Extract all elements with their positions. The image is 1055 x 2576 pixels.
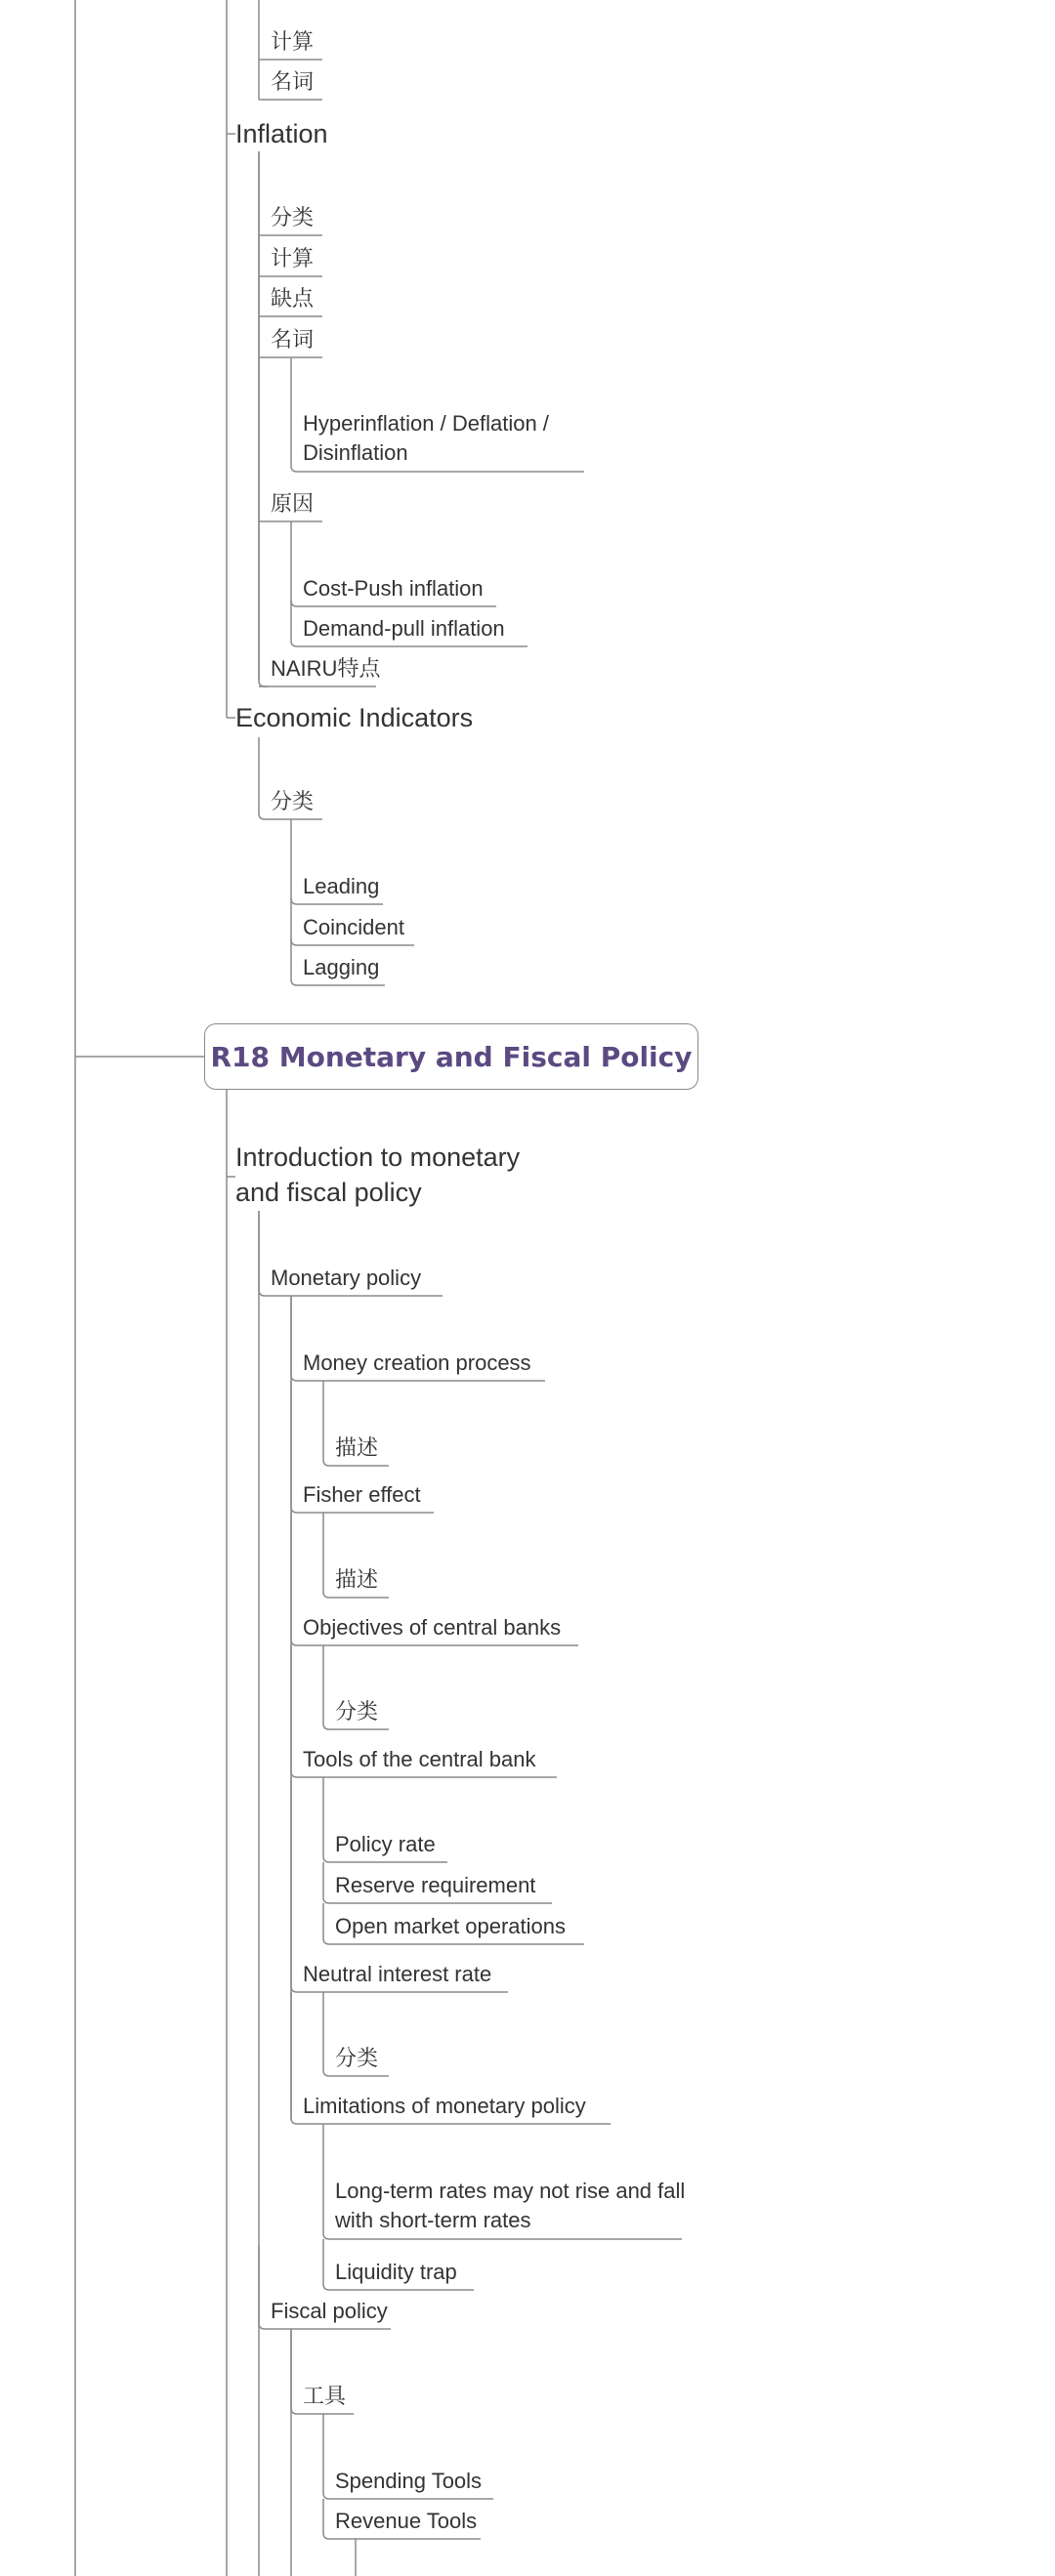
node-intro: Introduction to monetary and fiscal policy xyxy=(235,1143,521,1208)
node-fisher: Fisher effect xyxy=(303,1482,421,1507)
node-spending-tools: Spending Tools xyxy=(335,2469,483,2493)
node-yuanyin: 原因 xyxy=(271,491,315,516)
node-tools-cb: Tools of the central bank xyxy=(303,1747,536,1771)
node-jisuan-top: 计算 xyxy=(271,29,315,54)
node-quedian: 缺点 xyxy=(271,286,315,311)
node-nairu: NAIRU特点 xyxy=(271,656,381,681)
node-fenlei-inflation: 分类 xyxy=(271,205,315,229)
node-long-term: Long-term rates may not rise and fall with short-term rates xyxy=(335,2179,686,2232)
main-topic-title: R18 Monetary and Fiscal Policy xyxy=(210,1040,693,1073)
node-mingci-top: 名词 xyxy=(271,69,315,94)
node-money-creation: Money creation process xyxy=(303,1350,531,1375)
node-fenlei-objectives: 分类 xyxy=(335,1699,379,1724)
node-fiscal-policy: Fiscal policy xyxy=(271,2299,388,2323)
main-topic-r18 xyxy=(204,1023,698,1090)
node-omo: Open market operations xyxy=(335,1914,567,1938)
node-coincident: Coincident xyxy=(303,915,404,939)
node-demand-pull: Demand-pull inflation xyxy=(303,616,505,641)
node-limitations: Limitations of monetary policy xyxy=(303,2094,586,2118)
node-gongju: 工具 xyxy=(303,2384,347,2408)
node-fenlei-indicators: 分类 xyxy=(271,789,315,813)
node-monetary-policy: Monetary policy xyxy=(271,1266,422,1290)
node-mingci-inflation: 名词 xyxy=(271,327,315,352)
node-reserve-req: Reserve requirement xyxy=(335,1873,536,1897)
node-fenlei-neutral: 分类 xyxy=(335,2046,379,2070)
node-lagging: Lagging xyxy=(303,955,380,979)
node-leading: Leading xyxy=(303,874,380,898)
node-policy-rate: Policy rate xyxy=(335,1832,436,1856)
node-jisuan-inflation: 计算 xyxy=(271,246,315,270)
node-neutral-rate: Neutral interest rate xyxy=(303,1962,492,1986)
node-liquidity-trap: Liquidity trap xyxy=(335,2260,457,2284)
node-miaoshu-2: 描述 xyxy=(335,1567,379,1592)
node-revenue-tools: Revenue Tools xyxy=(335,2509,478,2533)
node-cost-push: Cost-Push inflation xyxy=(303,576,484,601)
elbow-inflation xyxy=(259,151,269,686)
node-inflation: Inflation xyxy=(235,119,328,148)
node-objectives: Objectives of central banks xyxy=(303,1615,562,1640)
node-hyperinflation: Hyperinflation / Deflation / Disinflation xyxy=(303,411,549,465)
node-miaoshu-1: 描述 xyxy=(335,1435,379,1460)
node-economic-indicators: Economic Indicators xyxy=(235,703,474,732)
